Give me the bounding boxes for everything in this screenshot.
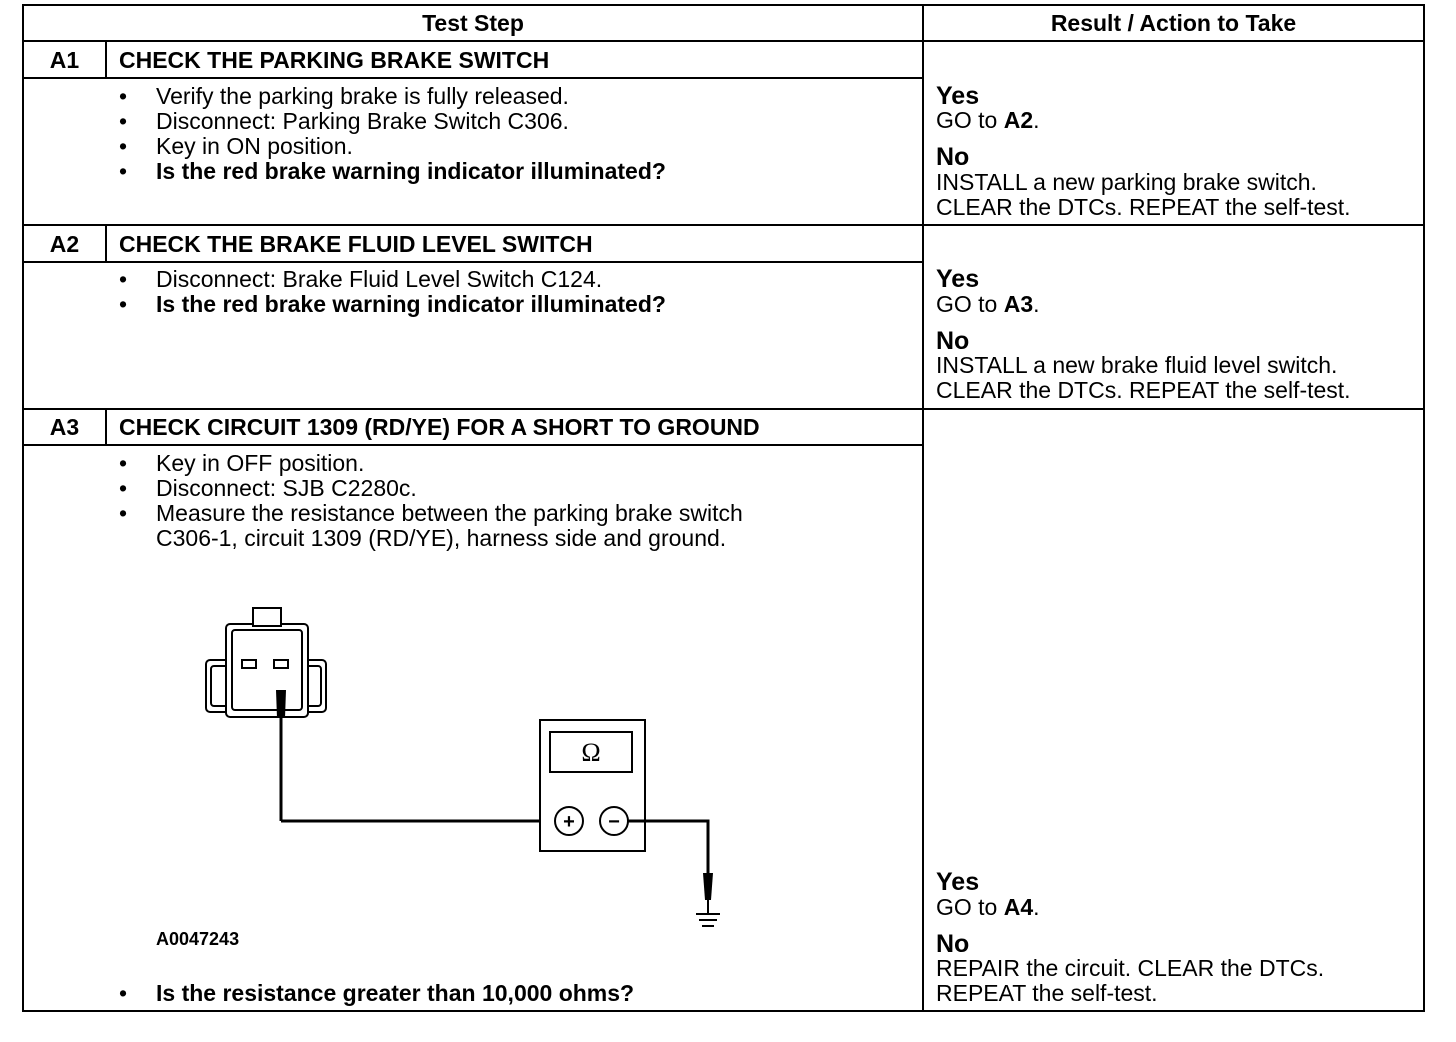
bullet: •: [119, 450, 128, 476]
measurement-diagram: [190, 600, 750, 940]
a1-no-label: No: [936, 143, 970, 171]
a3-no-label: No: [936, 930, 970, 958]
bullet-text: C306-1, circuit 1309 (RD/YE), harness side and ground.: [156, 525, 727, 551]
a2-id-divider: [105, 224, 107, 263]
a1-bullet-list: [119, 84, 899, 194]
bullet: •: [119, 266, 128, 292]
list-item: [119, 134, 899, 159]
a3-no-action-2: REPEAT the self-test.: [936, 980, 1158, 1006]
bullet: •: [119, 291, 128, 317]
ground-symbol-icon: [696, 914, 720, 926]
a1-no-action-1: INSTALL a new parking brake switch.: [936, 169, 1317, 195]
bullet: •: [119, 475, 128, 501]
a1-yes-label: Yes: [936, 82, 980, 110]
step-id-a3: A3: [49, 414, 80, 440]
step-id-a1: A1: [49, 47, 80, 73]
bullet-text: Disconnect: Parking Brake Switch C306.: [156, 108, 569, 134]
bullet-question: Is the red brake warning indicator illuminated?: [156, 158, 666, 184]
minus-terminal: −: [608, 811, 620, 833]
bullet: •: [119, 83, 128, 109]
a2-no-label: No: [936, 327, 970, 355]
header-bottom-border: [22, 40, 1425, 42]
table-bottom-border: [22, 1010, 1425, 1012]
step-title-a1: CHECK THE PARKING BRAKE SWITCH: [119, 47, 550, 73]
step-id-a2: A2: [49, 231, 80, 257]
bullet: •: [119, 158, 128, 184]
list-item-continuation: [119, 526, 899, 551]
a1-bottom-border: [22, 224, 1425, 226]
list-item: [119, 84, 899, 109]
a3-yes-action: [936, 895, 1040, 920]
bullet-text: Disconnect: Brake Fluid Level Switch C124.: [156, 266, 603, 292]
list-item: [119, 501, 899, 526]
a1-title-bottom-border: [22, 77, 924, 79]
bullet: •: [119, 108, 128, 134]
plus-terminal: +: [563, 811, 575, 833]
table-right-border: [1423, 4, 1425, 1012]
a3-no-action-1: REPAIR the circuit. CLEAR the DTCs.: [936, 955, 1325, 981]
bullet-text: Verify the parking brake is fully released.: [156, 83, 569, 109]
go-to-target: A2: [1003, 107, 1034, 133]
go-to-target: A4: [1003, 894, 1034, 920]
go-to-target: A3: [1003, 291, 1034, 317]
a3-title-bottom-border: [22, 444, 924, 446]
step-title-a2: CHECK THE BRAKE FLUID LEVEL SWITCH: [119, 231, 593, 257]
a2-yes-action: [936, 292, 1040, 317]
probe-icon: [276, 690, 286, 821]
period: .: [1033, 894, 1040, 920]
bullet-text: Disconnect: SJB C2280c.: [156, 475, 417, 501]
a2-bottom-border: [22, 408, 1425, 410]
step-title-a3: CHECK CIRCUIT 1309 (RD/YE) FOR A SHORT TO GROUND: [119, 414, 760, 440]
column-divider: [922, 4, 924, 1012]
ohm-symbol: Ω: [581, 738, 601, 767]
a2-no-action-1: INSTALL a new brake fluid level switch.: [936, 352, 1338, 378]
go-to-text: GO to: [936, 894, 1004, 920]
ground-probe-icon: [703, 873, 713, 900]
figure-id: A0047243: [156, 929, 240, 949]
a1-no-action-2: CLEAR the DTCs. REPEAT the self-test.: [936, 194, 1351, 220]
a2-no-action-2: CLEAR the DTCs. REPEAT the self-test.: [936, 377, 1351, 403]
a1-yes-action: [936, 108, 1040, 133]
table-top-border: [22, 4, 1425, 6]
bullet-question: Is the resistance greater than 10,000 ohms?: [156, 980, 635, 1006]
bullet-question: Is the red brake warning indicator illuminated?: [156, 291, 666, 317]
bullet-text: Measure the resistance between the parking brake switch: [156, 500, 743, 526]
bullet-text: Key in OFF position.: [156, 450, 365, 476]
table-left-border: [22, 4, 24, 1012]
list-item: [119, 267, 899, 292]
bullet: •: [119, 133, 128, 159]
header-test-step: Test Step: [422, 10, 524, 36]
list-item: [119, 451, 899, 476]
a3-final-bullet: [119, 981, 899, 1006]
a2-yes-label: Yes: [936, 265, 980, 293]
a3-id-divider: [105, 408, 107, 446]
list-item: [119, 476, 899, 501]
a2-bullet-list: [119, 267, 899, 322]
a2-title-bottom-border: [22, 261, 924, 263]
list-item: [119, 292, 899, 317]
period: .: [1033, 291, 1040, 317]
list-item: [119, 159, 899, 184]
go-to-text: GO to: [936, 291, 1004, 317]
bullet: •: [119, 980, 128, 1006]
connector-c306-icon: [206, 608, 326, 717]
header-result-action: Result / Action to Take: [1050, 10, 1297, 36]
period: .: [1033, 107, 1040, 133]
a3-bullet-list: [119, 451, 899, 556]
a3-yes-label: Yes: [936, 868, 980, 896]
list-item: [119, 109, 899, 134]
a1-id-divider: [105, 40, 107, 79]
bullet: •: [119, 500, 128, 526]
bullet-text: Key in ON position.: [156, 133, 353, 159]
go-to-text: GO to: [936, 107, 1004, 133]
